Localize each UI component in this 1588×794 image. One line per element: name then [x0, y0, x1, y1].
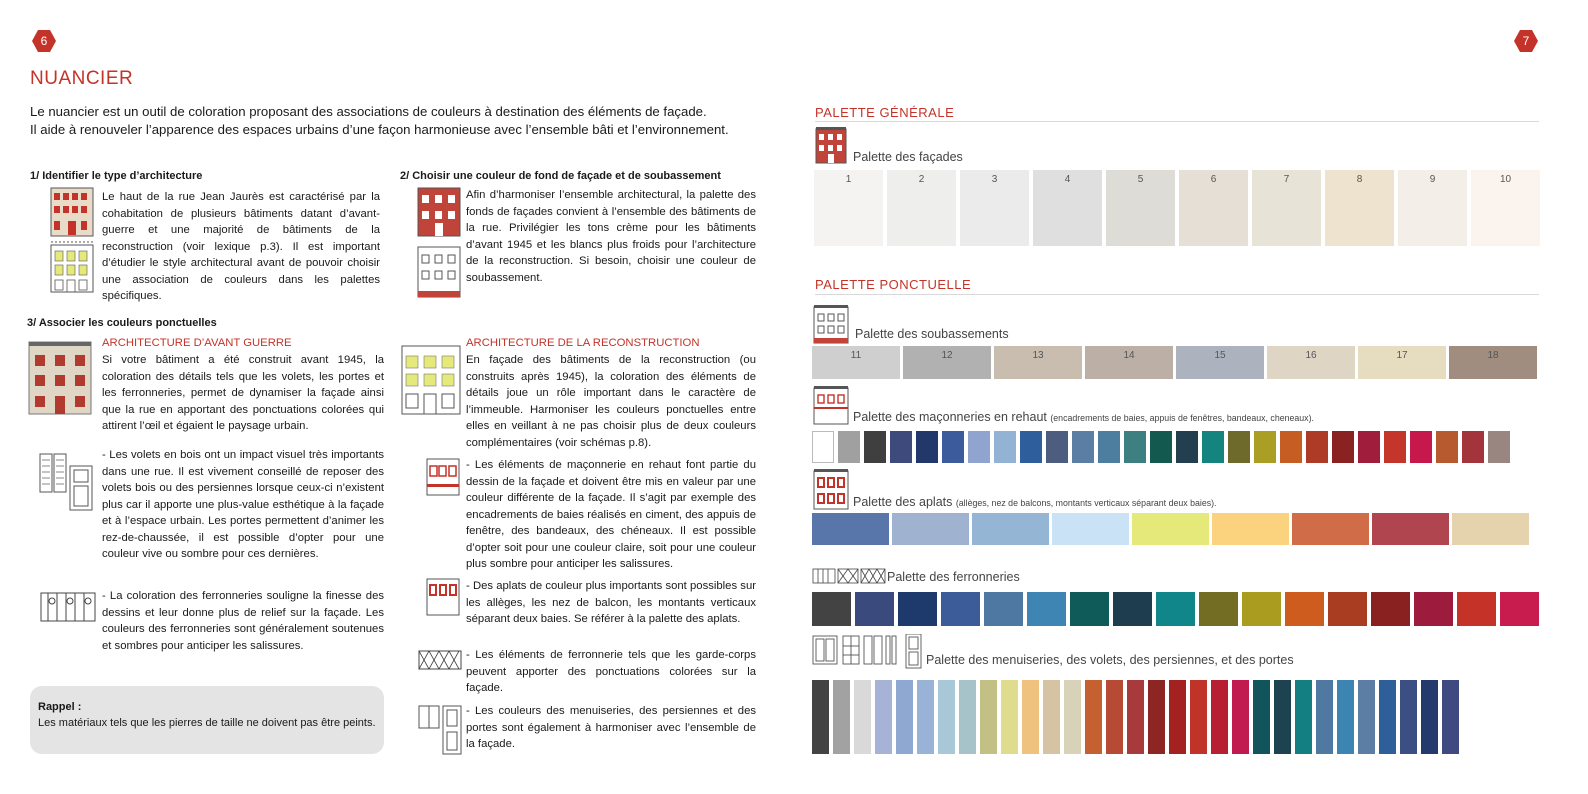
aplat-color-swatch [1212, 513, 1289, 545]
maconneries-palette-row [812, 431, 1510, 463]
menuiserie-color-swatch [1316, 680, 1333, 754]
maconnerie-color-swatch [1072, 431, 1094, 463]
pre-war-detailed-building-icon [27, 339, 93, 415]
facades-palette-row [814, 170, 1540, 246]
facade-palette-icon [815, 126, 847, 164]
maconnerie-color-swatch [1462, 431, 1484, 463]
step1-text: Le haut de la rue Jean Jaurès est caractérisé par la cohabitation de plusieurs bâtiments datant d’avant-guerre et une majorité de bâtiments de la reconstruction (voir lexique p.3). Il est important d’étudier le style architectural avant de pouvoir choisir une association de couleurs dans les palettes spécifiques. [102, 191, 380, 302]
maconneries-palette-label [853, 410, 1314, 424]
maconnerie-color-swatch [1358, 431, 1380, 463]
menuiserie-color-swatch [1043, 680, 1060, 754]
ferronnerie-color-swatch [941, 592, 980, 626]
reconstruction-title: ARCHITECTURE DE LA RECONSTRUCTION [466, 337, 700, 349]
menuiserie-color-swatch [1232, 680, 1249, 754]
maconnerie-color-swatch [838, 431, 860, 463]
maconnerie-color-swatch [864, 431, 886, 463]
facade-color-swatch: 1 [814, 170, 883, 246]
maconnerie-color-swatch [942, 431, 964, 463]
maconneries-note: (encadrements de baies, appuis de fenêtres, bandeaux, cheneaux). [1050, 413, 1314, 423]
aplats-text: - Des aplats de couleur plus importants sont possibles sur les allèges, les nez de balcon, les montants verticaux séparant deux baies. Se référer à la palette des aplats. [466, 580, 756, 625]
ferronnerie-color-swatch [1242, 592, 1281, 626]
facades-palette-label: Palette des façades [853, 150, 963, 164]
menuiserie-color-swatch [1106, 680, 1123, 754]
maconnerie-color-swatch [1098, 431, 1120, 463]
menuiserie-color-swatch [854, 680, 871, 754]
menuiserie-color-swatch [1190, 680, 1207, 754]
soubassement-color-swatch: 16 [1267, 346, 1355, 379]
aplat-color-swatch [1452, 513, 1529, 545]
soubassement-color-swatch: 15 [1176, 346, 1264, 379]
ferronneries-palette-label: Palette des ferronneries [887, 570, 1020, 584]
aplats-palette-icon [813, 468, 849, 510]
menuiserie-color-swatch [875, 680, 892, 754]
step2-text: Afin d’harmoniser l’ensemble architectural, la palette des fonds de façades convient à l’ensemble des bâtiments de la rue. Privilégier les tons crème pour les bâtiments d’avant 1945 et les blancs plus froids pour l’architecture de la reconstruction. Si besoin, choisir une couleur de soubassement. [466, 189, 756, 284]
maconnerie-color-swatch [1202, 431, 1224, 463]
soubassement-color-swatch: 13 [994, 346, 1082, 379]
aplat-color-swatch [972, 513, 1049, 545]
menuiserie-color-swatch [812, 680, 829, 754]
aplat-color-swatch [1292, 513, 1369, 545]
maconnerie-color-swatch [1384, 431, 1406, 463]
palette-ponctuelle-divider [815, 294, 1539, 295]
menuiserie-color-swatch [1001, 680, 1018, 754]
avant-guerre-title: ARCHITECTURE D’AVANT GUERRE [102, 337, 292, 349]
aplats-note: (allèges, nez de balcons, montants verticaux séparant deux baies). [955, 498, 1217, 508]
menuiserie-color-swatch [959, 680, 976, 754]
menuiserie-color-swatch [1358, 680, 1375, 754]
menuiseries-palette-row [812, 680, 1459, 754]
intro-text [30, 103, 770, 139]
rappel-text: Les matériaux tels que les pierres de taille ne doivent pas être peints. [38, 717, 376, 729]
soubassement-palette-icon [813, 304, 849, 344]
menuiserie-color-swatch [980, 680, 997, 754]
menuiserie-color-swatch [1400, 680, 1417, 754]
maconnerie-color-swatch [1488, 431, 1510, 463]
facade-color-swatch: 10 [1471, 170, 1540, 246]
left-page-number: 6 [32, 30, 56, 52]
maconnerie-color-swatch [1306, 431, 1328, 463]
masonry-palette-icon [813, 385, 849, 425]
aplats-label-text: Palette des aplats [853, 495, 953, 509]
aplat-color-swatch [1132, 513, 1209, 545]
page-title: NUANCIER [30, 68, 134, 89]
step3-heading: 3/ Associer les couleurs ponctuelles [27, 317, 217, 329]
ferronnerie-color-swatch [855, 592, 894, 626]
step1-heading: 1/ Identifier le type d’architecture [30, 170, 203, 182]
soubassement-color-swatch: 14 [1085, 346, 1173, 379]
ferronnerie-color-swatch [984, 592, 1023, 626]
joinery-palette-icon [812, 634, 922, 670]
intro-line-2: Il aide à renouveler l’apparence des espaces urbains d’une façon harmonieuse avec l’ensemble bâti et l’environnement. [30, 122, 729, 137]
menuiserie-color-swatch [1127, 680, 1144, 754]
menuiserie-color-swatch [1085, 680, 1102, 754]
facade-color-swatch: 9 [1398, 170, 1467, 246]
maconnerie-color-swatch [1280, 431, 1302, 463]
menuiserie-color-swatch [896, 680, 913, 754]
palette-ponctuelle-title: PALETTE PONCTUELLE [815, 277, 972, 292]
menuiserie-color-swatch [1148, 680, 1165, 754]
maconnerie-color-swatch [994, 431, 1016, 463]
ferronneries-palette-row [812, 592, 1539, 626]
menuiserie-color-swatch [1421, 680, 1438, 754]
maconnerie-color-swatch [1124, 431, 1146, 463]
step2-heading: 2/ Choisir une couleur de fond de façade et de soubassement [400, 170, 721, 182]
menuiserie-color-swatch [1295, 680, 1312, 754]
menuiserie-color-swatch [1253, 680, 1270, 754]
ferronnerie-color-swatch [1027, 592, 1066, 626]
reconstruction-text: En façade des bâtiments de la reconstruction (ou construits après 1945), la coloration des éléments de détails joue un rôle important dans le caractère de l’immeuble. Harmoniser les couleurs ponctuelles entre elles en veillant à ne pas choisir plus de deux couleurs complémentaires (voir schémas p.8). [466, 354, 756, 449]
aplat-color-swatch [892, 513, 969, 545]
soubassement-color-swatch: 17 [1358, 346, 1446, 379]
menuiserie-color-swatch [1337, 680, 1354, 754]
facade-color-swatch: 4 [1033, 170, 1102, 246]
ferronnerie-color-swatch [1285, 592, 1324, 626]
palette-generale-title: PALETTE GÉNÉRALE [815, 105, 955, 120]
ferronnerie-color-swatch [1457, 592, 1496, 626]
avant-guerre-text: Si votre bâtiment a été construit avant 1945, la coloration des détails tels que les volets, les portes et les ferronneries, permet de dynamiser la façade ainsi que la rue en apportant des ponctuations colorées qui attirent l’œil et égaient le paysage urbain. [102, 354, 384, 432]
facade-color-swatch: 5 [1106, 170, 1175, 246]
facade-color-swatch: 7 [1252, 170, 1321, 246]
menuiserie-color-swatch [1064, 680, 1081, 754]
aplat-color-swatch [1052, 513, 1129, 545]
ferronnerie-color-swatch [1500, 592, 1539, 626]
facade-red-building-icon [417, 187, 461, 237]
maconnerie-color-swatch [916, 431, 938, 463]
maconnerie-color-swatch [890, 431, 912, 463]
shutter-door-icon [38, 452, 94, 512]
rappel-box [30, 686, 384, 754]
soubassement-color-swatch: 12 [903, 346, 991, 379]
facade-color-swatch: 8 [1325, 170, 1394, 246]
maconneries-label-text: Palette des maçonneries en rehaut [853, 410, 1047, 424]
ferronneries-text: - La coloration des ferronneries souligne la finesse des dessins et leur donne plus de relief sur la façade. Les couleurs des ferronneries sont généralement soutenues et sombres pour anticiper les salissures. [102, 590, 384, 652]
ferronnerie-color-swatch [1156, 592, 1195, 626]
ferronnerie-color-swatch [898, 592, 937, 626]
pre-war-building-icon [50, 187, 94, 237]
maconnerie-color-swatch [1436, 431, 1458, 463]
menuiseries-text: - Les couleurs des menuiseries, des persiennes et des portes sont également à harmoniser avec l’ensemble de la façade. [466, 705, 756, 750]
maconnerie-color-swatch [1176, 431, 1198, 463]
aplats-palette-row [812, 513, 1529, 545]
maconnerie-color-swatch [968, 431, 990, 463]
menuiserie-color-swatch [1379, 680, 1396, 754]
maconnerie-color-swatch [812, 431, 834, 463]
menuiserie-color-swatch [938, 680, 955, 754]
maconnerie-color-swatch [1228, 431, 1250, 463]
guardrail-icon [418, 649, 462, 671]
menuiserie-color-swatch [1022, 680, 1039, 754]
masonry-highlight-icon [426, 458, 460, 496]
soubassement-color-swatch: 11 [812, 346, 900, 379]
menuiserie-color-swatch [1169, 680, 1186, 754]
aplats-palette-label [853, 495, 1217, 509]
maconnerie-color-swatch [1332, 431, 1354, 463]
ferronnerie-color-swatch [1113, 592, 1152, 626]
soubassement-building-icon [417, 241, 461, 299]
maconnerie-color-swatch [1410, 431, 1432, 463]
soubassement-color-swatch: 18 [1449, 346, 1537, 379]
maconnerie-color-swatch [1150, 431, 1172, 463]
facade-color-swatch: 2 [887, 170, 956, 246]
garde-corps-text: - Les éléments de ferronnerie tels que les garde-corps peuvent apporter des ponctuations colorées sur la façade. [466, 649, 756, 694]
menuiserie-color-swatch [917, 680, 934, 754]
menuiserie-color-swatch [833, 680, 850, 754]
menuiserie-color-swatch [1274, 680, 1291, 754]
maconnerie-color-swatch [1046, 431, 1068, 463]
ferronnerie-color-swatch [1371, 592, 1410, 626]
flat-color-icon [426, 578, 460, 616]
soubassements-palette-label: Palette des soubassements [855, 327, 1009, 341]
aplat-color-swatch [1372, 513, 1449, 545]
ferronnerie-color-swatch [1414, 592, 1453, 626]
rappel-title: Rappel : [38, 701, 82, 713]
intro-line-1: Le nuancier est un outil de coloration proposant des associations de couleurs à destination des éléments de façade. [30, 104, 707, 119]
facade-color-swatch: 6 [1179, 170, 1248, 246]
ironwork-palette-icon [812, 566, 886, 586]
reconstruction-building-icon [50, 241, 94, 293]
volets-text: - Les volets en bois ont un impact visuel très importants dans une rue. Il est vivement conseillé de reposer des volets bois ou des persiennes lorsque ceux-ci n’existent plus car il apporte une plus-value esthétique à la façade et à l’espace urbain. Les portes permettent d’animer les rez-de-chaussée, il est possible d’opter pour une couleur vive ou sombre pour ces dernières. [102, 449, 384, 560]
menuiserie-color-swatch [1442, 680, 1459, 754]
ferronnerie-color-swatch [1070, 592, 1109, 626]
menuiserie-color-swatch [1211, 680, 1228, 754]
ironwork-railing-icon [40, 591, 96, 625]
maconnerie-text: - Les éléments de maçonnerie en rehaut font partie du dessin de la façade et doivent être mis en valeur par une couleur différente de la façade. Il s’agit par exemple des encadrements de baies réalisés en ciment, des appuis de fenêtre, des bandeaux, des chéneaux. Il est possible d’opter soit pour une couleur claire, soit pour une couleur plus sombre pour anticiper les salissures. [466, 459, 756, 570]
ferronnerie-color-swatch [1199, 592, 1238, 626]
maconnerie-color-swatch [1254, 431, 1276, 463]
aplat-color-swatch [812, 513, 889, 545]
soubassements-palette-row [812, 346, 1537, 379]
palette-generale-divider [815, 121, 1539, 122]
joinery-door-icon [418, 704, 462, 756]
menuiseries-palette-label: Palette des menuiseries, des volets, des persiennes, et des portes [926, 653, 1294, 667]
facade-color-swatch: 3 [960, 170, 1029, 246]
right-page-number: 7 [1514, 30, 1538, 52]
maconnerie-color-swatch [1020, 431, 1042, 463]
reconstruction-detailed-building-icon [400, 342, 462, 416]
ferronnerie-color-swatch [1328, 592, 1367, 626]
ferronnerie-color-swatch [812, 592, 851, 626]
